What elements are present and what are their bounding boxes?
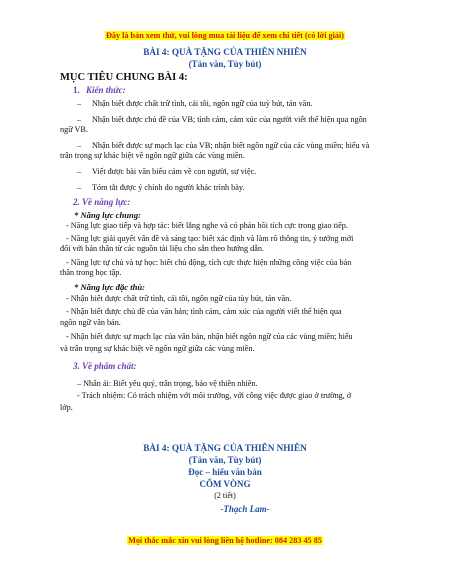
s2-specific-item: - Nhận biết được sự mạch lạc của văn bản, nhận biết ngôn ngữ của các vùng miền; hiểu (66, 332, 353, 341)
s1-item: Nhận biết được chất trữ tình, cái tôi, ngôn ngữ của tuỳ bút, tản văn. (92, 99, 313, 108)
s1-bullet: – (77, 99, 82, 108)
s1-bullet: – (77, 183, 82, 192)
s2-specific-item: - Nhận biết được chủ đề của văn bản; tình cảm, cảm xúc của người viết thể hiện qua (66, 307, 342, 316)
s1-item-cont: ngữ VB. (60, 125, 88, 134)
part2-author: -Thạch Lam- (220, 504, 270, 514)
s1-item: Viết được bài văn biểu cảm về con người, sự việc. (92, 167, 257, 176)
s2-general-item-cont: thân trong học tập. (60, 268, 122, 277)
s1-item-cont: trân trọng sự khác biệt về ngôn ngữ giữa các vùng miền. (60, 151, 245, 160)
part2-reading: Đọc – hiểu văn bản (188, 467, 262, 477)
s2-general-item: - Năng lực giải quyết vấn đề và sáng tạo: biết xác định và làm rõ thông tin, ý tưởng mới (66, 234, 354, 243)
s1-bullet: – (77, 115, 82, 124)
s3-item: – Nhân ái: Biết yêu quý, trân trọng, bảo vệ thiên nhiên. (77, 379, 258, 388)
section1-title: Kiến thức: (86, 85, 126, 95)
specific-competence-title: * Năng lực đặc thù: (74, 282, 146, 292)
s2-specific-item-cont: và trân trọng sự khác biệt về ngôn ngữ giữa các vùng miền. (60, 344, 255, 353)
s1-item: Nhận biết được sự mạch lạc của VB; nhận biết ngôn ngữ của các vùng miền; hiểu và (92, 141, 370, 150)
s1-bullet: – (77, 167, 82, 176)
s2-general-item-cont: đối với bản thân từ các nguồn tài liệu cho sẵn theo hướng dẫn. (60, 244, 264, 253)
preview-banner: Đây là bản xem thử, vui lòng mua tài liệu để xem chi tiết (có lời giải) (105, 31, 344, 40)
s1-item: Nhận biết được chủ đề của VB; tình cảm, cảm xúc của người viết thể hiện qua ngôn (92, 115, 367, 124)
s1-item: Tóm tắt được ý chính do người khác trình bày. (92, 183, 245, 192)
s3-item-cont: lớp. (60, 403, 73, 412)
s2-general-item: - Năng lực giao tiếp và hợp tác: biết lắng nghe và có phản hồi tích cực trong giao tiếp. (66, 221, 348, 230)
section1-number: 1. (73, 85, 80, 95)
part2-title: BÀI 4: QUÀ TẶNG CỦA THIÊN NHIÊN (143, 443, 307, 453)
section3-title: 3. Về phẩm chất: (73, 361, 137, 371)
s1-bullet: – (77, 141, 82, 150)
section2-title: 2. Về năng lực: (73, 197, 131, 207)
general-competence-title: * Năng lực chung: (74, 210, 141, 220)
lesson-title: BÀI 4: QUÀ TẶNG CỦA THIÊN NHIÊN (143, 47, 307, 57)
main-heading: MỤC TIÊU CHUNG BÀI 4: (60, 72, 188, 83)
s2-specific-item-cont: ngôn ngữ văn bản. (60, 318, 121, 327)
part2-subtitle: (Tản văn, Tùy bút) (188, 455, 262, 465)
hotline-banner: Mọi thắc mắc xin vui lòng liên hệ hotline: 084 283 45 85 (128, 536, 322, 545)
lesson-subtitle: (Tản văn, Tùy bút) (188, 59, 262, 69)
part2-periods: (2 tiết) (214, 491, 236, 500)
part2-text-title: CỐM VÒNG (199, 479, 251, 489)
s3-item: - Trách nhiệm: Có trách nhiệm với môi trường, với công việc được giao ở trường, ở (77, 391, 352, 400)
s2-general-item: - Năng lực tự chủ và tự học: biết chủ động, tích cực thực hiện những công việc của bản (66, 258, 352, 267)
s2-specific-item: - Nhận biết được chất trữ tình, cái tôi, ngôn ngữ của tùy bút, tản văn. (66, 294, 292, 303)
